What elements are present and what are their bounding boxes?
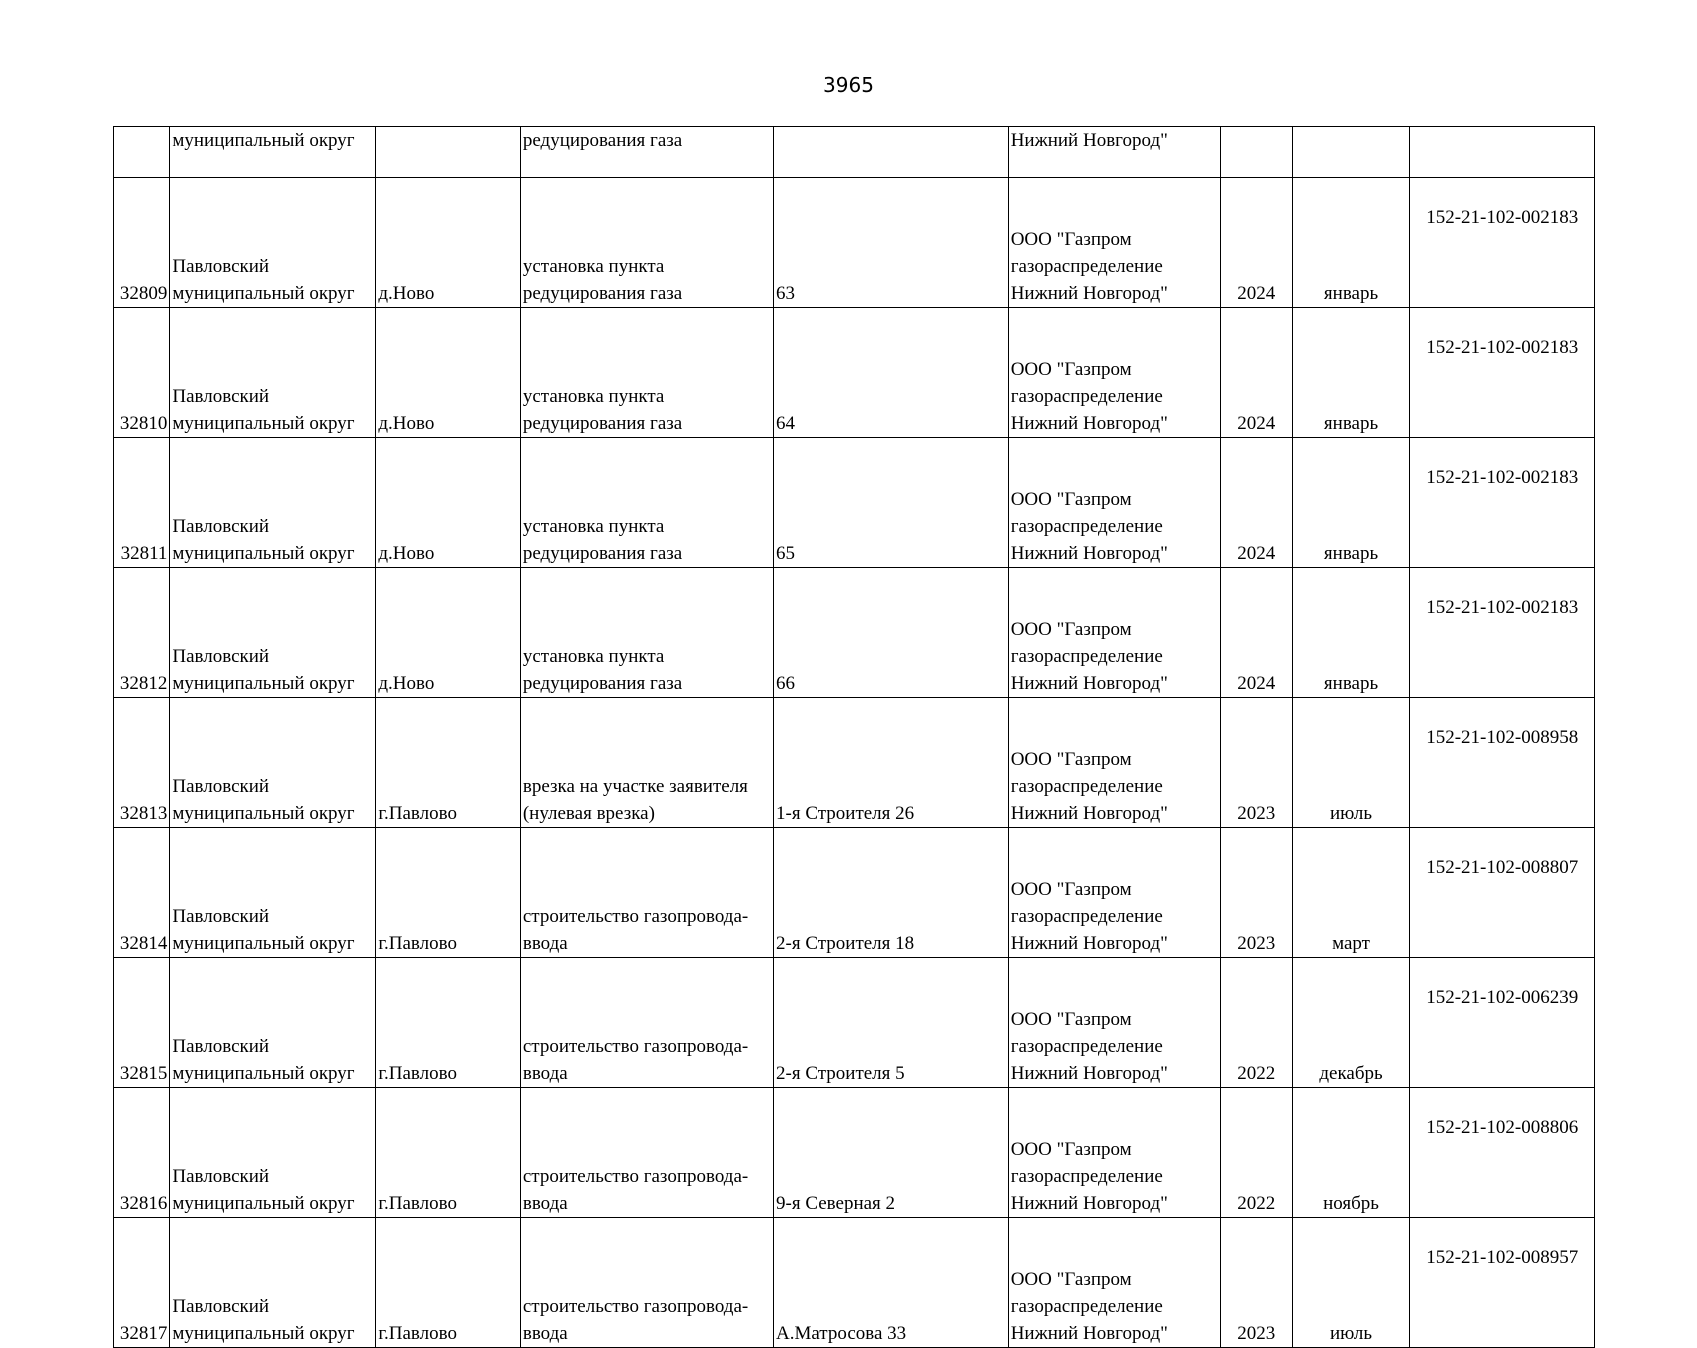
code-text: 152-21-102-002183 [1426,207,1579,228]
cell-district [170,308,376,438]
registry-table [113,126,1595,1348]
cell-district [170,828,376,958]
cell-district [170,438,376,568]
district-line-2: муниципальный округ [172,803,355,824]
cell-month [1292,1088,1410,1218]
district-line-1: Павловский [172,386,270,407]
cell-address [774,698,1009,828]
org-line-1: ООО "Газпром [1010,1009,1132,1030]
table-row [114,1088,1595,1218]
address-text: 2-я Строителя 18 [776,933,915,954]
org-line-1: ООО "Газпром [1010,1269,1132,1290]
cell-year [1220,568,1292,698]
row-number: 32816 [119,1193,168,1214]
year-text: 2023 [1237,803,1276,824]
district-line-2: муниципальный округ [172,673,355,694]
month-text: январь [1323,673,1379,694]
work-line-1: строительство газопровода- [522,1036,749,1057]
table-row [114,828,1595,958]
work-line-2: (нулевая врезка) [522,803,655,824]
cell-work [520,1088,773,1218]
cell-organization [1008,958,1220,1088]
org-line-3: Нижний Новгород" [1010,1063,1168,1084]
org-line-1: ООО "Газпром [1010,359,1132,380]
cell-num [114,698,170,828]
org-line-2: газораспределение [1010,1296,1163,1317]
cell-locality [376,568,521,698]
cell-work [520,1218,773,1348]
code-text: 152-21-102-008806 [1426,1117,1579,1138]
district-line-2: муниципальный округ [172,543,355,564]
cell-address [774,1088,1009,1218]
district-line-2: муниципальный округ [172,283,355,304]
cell-district [170,178,376,308]
cell-organization [1008,698,1220,828]
locality-text: д.Ново [378,413,435,434]
cell-locality [376,178,521,308]
cell-month [1292,1218,1410,1348]
address-text: А.Матросова 33 [776,1323,907,1344]
cell-address [774,127,1009,178]
org-line-1: ООО "Газпром [1010,879,1132,900]
cell-year [1220,1218,1292,1348]
row-number: 32815 [119,1063,168,1084]
year-text: 2022 [1237,1193,1276,1214]
work-line-2: редуцирования газа [522,543,683,564]
table-row-continuation [114,127,1595,178]
cell-code [1410,958,1595,1088]
cell-district [170,1088,376,1218]
org-line-3: Нижний Новгород" [1010,673,1168,694]
cell-code [1410,1088,1595,1218]
cell-work [520,308,773,438]
row-number: 32810 [119,413,168,434]
cell-organization: Нижний Новгород" [1008,127,1220,178]
org-line-2: газораспределение [1010,776,1163,797]
org-line-3: Нижний Новгород" [1010,1323,1168,1344]
month-text: январь [1323,283,1379,304]
work-line-2: ввода [522,1323,568,1344]
locality-text: г.Павлово [378,1063,457,1084]
org-line-3: Нижний Новгород" [1010,543,1168,564]
cell-code [1410,438,1595,568]
org-line-2: газораспределение [1010,1166,1163,1187]
cell-district [170,1218,376,1348]
cell-work [520,828,773,958]
address-text: 1-я Строителя 26 [776,803,915,824]
work-line-1: строительство газопровода- [522,1296,749,1317]
cell-district [170,568,376,698]
year-text: 2022 [1237,1063,1276,1084]
org-line-3: Нижний Новгород" [1010,933,1168,954]
row-number: 32814 [119,933,168,954]
month-text: январь [1323,413,1379,434]
cell-work [520,958,773,1088]
org-line-3: Нижний Новгород" [1010,803,1168,824]
cell-num [114,958,170,1088]
work-line-1: установка пункта [522,646,665,667]
cell-month [1292,178,1410,308]
work-line-1: строительство газопровода- [522,906,749,927]
cell-month [1292,828,1410,958]
code-text: 152-21-102-006239 [1426,987,1579,1008]
cell-code [1410,698,1595,828]
org-line-1: ООО "Газпром [1010,619,1132,640]
locality-text: д.Ново [378,673,435,694]
org-line-1: ООО "Газпром [1010,749,1132,770]
month-text: март [1332,933,1370,954]
org-line-2: газораспределение [1010,256,1163,277]
cell-locality [376,438,521,568]
code-text: 152-21-102-002183 [1426,337,1579,358]
org-line-2: газораспределение [1010,1036,1163,1057]
cell-district: муниципальный округ [170,127,376,178]
row-number: 32813 [119,803,168,824]
cell-address [774,568,1009,698]
district-line-1: Павловский [172,776,270,797]
cell-num [114,178,170,308]
org-line-2: газораспределение [1010,386,1163,407]
cell-locality [376,1218,521,1348]
code-text: 152-21-102-002183 [1426,467,1579,488]
cell-organization [1008,568,1220,698]
org-line-2: газораспределение [1010,516,1163,537]
month-text: июль [1330,1323,1373,1344]
address-text: 63 [776,283,795,304]
cell-month [1292,698,1410,828]
cell-year [1220,698,1292,828]
district-line-1: Павловский [172,1296,270,1317]
page-number: 3965 [823,73,874,97]
work-line-2: редуцирования газа [522,673,683,694]
cell-num [114,1218,170,1348]
locality-text: г.Павлово [378,1193,457,1214]
cell-organization [1008,1088,1220,1218]
cell-month [1292,127,1410,178]
table-row [114,178,1595,308]
cell-address [774,828,1009,958]
locality-text: г.Павлово [378,1323,457,1344]
cell-district [170,958,376,1088]
cell-locality [376,127,521,178]
cell-num [114,1088,170,1218]
org-line-3: Нижний Новгород" [1010,413,1168,434]
address-text: 66 [776,673,795,694]
work-line-2: редуцирования газа [522,283,683,304]
district-line-2: муниципальный округ [172,1193,355,1214]
cell-work [520,438,773,568]
table-row [114,438,1595,568]
year-text: 2024 [1237,283,1276,304]
table-row [114,698,1595,828]
row-number: 32809 [119,283,168,304]
district-line-2: муниципальный округ [172,1323,355,1344]
cell-work [520,178,773,308]
month-text: январь [1323,543,1379,564]
row-number: 32811 [120,543,168,564]
cell-month [1292,308,1410,438]
cell-num [114,127,170,178]
cell-code [1410,1218,1595,1348]
address-text: 64 [776,413,795,434]
org-line-2: газораспределение [1010,906,1163,927]
cell-organization [1008,438,1220,568]
district-line-1: Павловский [172,1036,270,1057]
year-text: 2024 [1237,413,1276,434]
cell-organization [1008,1218,1220,1348]
cell-work: редуцирования газа [520,127,773,178]
month-text: ноябрь [1323,1193,1379,1214]
cell-num [114,568,170,698]
cell-work [520,568,773,698]
cell-locality [376,958,521,1088]
cell-district [170,698,376,828]
district-line-2: муниципальный округ [172,1063,355,1084]
cell-year [1220,308,1292,438]
work-line-2: ввода [522,1193,568,1214]
cell-month [1292,568,1410,698]
year-text: 2024 [1237,673,1276,694]
cell-year [1220,958,1292,1088]
cell-code [1410,568,1595,698]
district-line-1: Павловский [172,516,270,537]
cell-year [1220,828,1292,958]
cell-organization [1008,308,1220,438]
locality-text: г.Павлово [378,803,457,824]
table-row [114,1218,1595,1348]
cell-code [1410,308,1595,438]
work-line-1: установка пункта [522,386,665,407]
cell-code [1410,127,1595,178]
work-line-2: ввода [522,1063,568,1084]
cell-locality [376,698,521,828]
cell-code [1410,178,1595,308]
locality-text: д.Ново [378,543,435,564]
cell-num [114,828,170,958]
district-line-1: Павловский [172,906,270,927]
year-text: 2024 [1237,543,1276,564]
cell-num [114,438,170,568]
cell-address [774,958,1009,1088]
code-text: 152-21-102-002183 [1426,597,1579,618]
cell-month [1292,958,1410,1088]
address-text: 65 [776,543,795,564]
code-text: 152-21-102-008957 [1426,1247,1579,1268]
code-text: 152-21-102-008807 [1426,857,1579,878]
cell-num [114,308,170,438]
district-line-2: муниципальный округ [172,413,355,434]
cell-code [1410,828,1595,958]
cell-locality [376,1088,521,1218]
month-text: декабрь [1319,1063,1383,1084]
district-line-1: Павловский [172,646,270,667]
year-text: 2023 [1237,1323,1276,1344]
org-line-1: ООО "Газпром [1010,229,1132,250]
work-line-1: врезка на участке заявителя [522,776,748,797]
org-line-3: Нижний Новгород" [1010,1193,1168,1214]
row-number: 32812 [119,673,168,694]
table-row [114,568,1595,698]
month-text: июль [1330,803,1373,824]
cell-year [1220,178,1292,308]
cell-address [774,1218,1009,1348]
work-line-2: ввода [522,933,568,954]
district-line-1: Павловский [172,1166,270,1187]
org-line-1: ООО "Газпром [1010,1139,1132,1160]
address-text: 9-я Северная 2 [776,1193,896,1214]
cell-work [520,698,773,828]
row-number: 32817 [119,1323,168,1344]
registry-body [114,127,1595,1348]
cell-locality [376,308,521,438]
table-row [114,308,1595,438]
year-text: 2023 [1237,933,1276,954]
work-line-1: установка пункта [522,256,665,277]
org-line-3: Нижний Новгород" [1010,283,1168,304]
org-line-2: газораспределение [1010,646,1163,667]
locality-text: г.Павлово [378,933,457,954]
address-text: 2-я Строителя 5 [776,1063,905,1084]
locality-text: д.Ново [378,283,435,304]
cell-organization [1008,828,1220,958]
work-line-1: строительство газопровода- [522,1166,749,1187]
cell-organization [1008,178,1220,308]
code-text: 152-21-102-008958 [1426,727,1579,748]
work-line-2: редуцирования газа [522,413,683,434]
district-line-2: муниципальный округ [172,933,355,954]
work-line-1: установка пункта [522,516,665,537]
table-row [114,958,1595,1088]
org-line-1: ООО "Газпром [1010,489,1132,510]
cell-month [1292,438,1410,568]
cell-address [774,438,1009,568]
cell-address [774,308,1009,438]
cell-year [1220,1088,1292,1218]
cell-year [1220,438,1292,568]
cell-address [774,178,1009,308]
district-line-1: Павловский [172,256,270,277]
cell-locality [376,828,521,958]
cell-year [1220,127,1292,178]
